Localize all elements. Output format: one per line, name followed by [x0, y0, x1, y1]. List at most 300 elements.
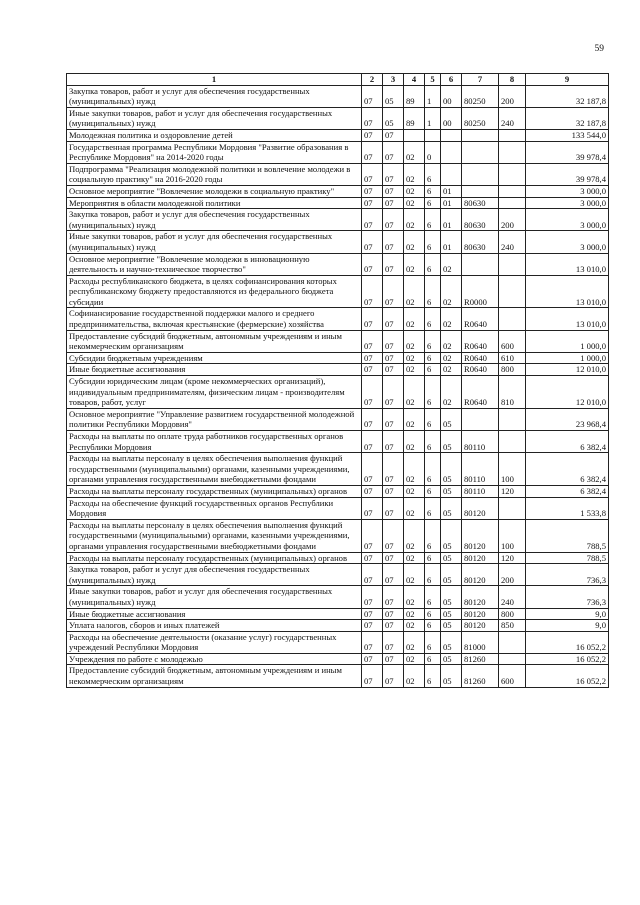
- column-header: 6: [441, 74, 462, 86]
- section-code-cell: 07: [362, 141, 383, 163]
- direction-code-cell: 80630: [462, 209, 499, 231]
- expense-type-cell: 100: [499, 453, 526, 486]
- subprogram-code-cell: 6: [425, 620, 441, 632]
- table-row: [67, 253, 609, 275]
- subprogram-code-cell: 6: [425, 364, 441, 376]
- section-code-cell: 07: [362, 209, 383, 231]
- program-code-cell: 02: [404, 665, 425, 687]
- subsection-code-cell: 07: [383, 231, 404, 253]
- section-code-cell: 07: [362, 431, 383, 453]
- expense-type-cell: [499, 275, 526, 308]
- activity-code-cell: 02: [441, 364, 462, 376]
- table-row: [67, 352, 609, 364]
- section-code-cell: 07: [362, 107, 383, 129]
- table-row: [67, 519, 609, 552]
- subsection-code-cell: 07: [383, 275, 404, 308]
- program-code-cell: 02: [404, 497, 425, 519]
- section-code-cell: 07: [362, 631, 383, 653]
- subprogram-code-cell: 6: [425, 376, 441, 409]
- subsection-code-cell: 07: [383, 564, 404, 586]
- subprogram-code-cell: 6: [425, 497, 441, 519]
- activity-code-cell: [441, 141, 462, 163]
- subprogram-code-cell: 6: [425, 163, 441, 185]
- row-name-cell: Предоставление субсидий бюджетным, автономным учреждениям и иным некоммерческим организациям: [67, 330, 362, 352]
- amount-cell: 9,0: [526, 620, 609, 632]
- subsection-code-cell: 07: [383, 631, 404, 653]
- expense-type-cell: [499, 431, 526, 453]
- program-code-cell: 02: [404, 620, 425, 632]
- expense-type-cell: 240: [499, 107, 526, 129]
- page-number: 59: [594, 44, 604, 54]
- table-row: [67, 231, 609, 253]
- activity-code-cell: 00: [441, 107, 462, 129]
- row-name-cell: Мероприятия в области молодежной политики: [67, 197, 362, 209]
- subprogram-code-cell: 1: [425, 107, 441, 129]
- activity-code-cell: [441, 163, 462, 185]
- activity-code-cell: 05: [441, 653, 462, 665]
- direction-code-cell: 81000: [462, 631, 499, 653]
- subsection-code-cell: 07: [383, 253, 404, 275]
- activity-code-cell: 02: [441, 275, 462, 308]
- program-code-cell: 02: [404, 330, 425, 352]
- row-name-cell: Основное мероприятие "Управление развитием государственной молодежной политики Республики Мордовия": [67, 408, 362, 430]
- activity-code-cell: 05: [441, 431, 462, 453]
- subprogram-code-cell: 6: [425, 209, 441, 231]
- amount-cell: 32 187,8: [526, 85, 609, 107]
- subprogram-code-cell: 6: [425, 408, 441, 430]
- subprogram-code-cell: [425, 129, 441, 141]
- amount-cell: 9,0: [526, 608, 609, 620]
- section-code-cell: 07: [362, 129, 383, 141]
- amount-cell: 788,5: [526, 552, 609, 564]
- program-code-cell: 02: [404, 586, 425, 608]
- program-code-cell: [404, 129, 425, 141]
- subsection-code-cell: 07: [383, 485, 404, 497]
- expense-type-cell: 610: [499, 352, 526, 364]
- expense-type-cell: 600: [499, 665, 526, 687]
- subsection-code-cell: 07: [383, 653, 404, 665]
- activity-code-cell: 02: [441, 376, 462, 409]
- activity-code-cell: 02: [441, 308, 462, 330]
- program-code-cell: 02: [404, 485, 425, 497]
- subprogram-code-cell: 6: [425, 665, 441, 687]
- table-row: [67, 275, 609, 308]
- direction-code-cell: [462, 163, 499, 185]
- activity-code-cell: 05: [441, 564, 462, 586]
- subsection-code-cell: 07: [383, 376, 404, 409]
- subprogram-code-cell: 6: [425, 231, 441, 253]
- direction-code-cell: [462, 253, 499, 275]
- row-name-cell: Уплата налогов, сборов и иных платежей: [67, 620, 362, 632]
- section-code-cell: 07: [362, 497, 383, 519]
- expense-type-cell: [499, 653, 526, 665]
- table-row: [67, 485, 609, 497]
- direction-code-cell: R0640: [462, 364, 499, 376]
- section-code-cell: 07: [362, 453, 383, 486]
- row-name-cell: Иные закупки товаров, работ и услуг для обеспечения государственных (муниципальных) нужд: [67, 231, 362, 253]
- row-name-cell: Закупка товаров, работ и услуг для обеспечения государственных (муниципальных) нужд: [67, 209, 362, 231]
- subprogram-code-cell: 6: [425, 352, 441, 364]
- column-header: 9: [526, 74, 609, 86]
- amount-cell: 13 010,0: [526, 308, 609, 330]
- direction-code-cell: R0640: [462, 308, 499, 330]
- amount-cell: 3 000,0: [526, 197, 609, 209]
- row-name-cell: Субсидии юридическим лицам (кроме некоммерческих организаций), индивидуальным предпринимателям, физическим лицам - производителям товаров, работ, услуг: [67, 376, 362, 409]
- section-code-cell: 07: [362, 197, 383, 209]
- expense-type-cell: 120: [499, 552, 526, 564]
- table-row: [67, 107, 609, 129]
- direction-code-cell: 80250: [462, 107, 499, 129]
- section-code-cell: 07: [362, 552, 383, 564]
- subsection-code-cell: 05: [383, 107, 404, 129]
- subsection-code-cell: 07: [383, 408, 404, 430]
- direction-code-cell: 80120: [462, 519, 499, 552]
- subprogram-code-cell: 6: [425, 453, 441, 486]
- section-code-cell: 07: [362, 352, 383, 364]
- expense-type-cell: 240: [499, 586, 526, 608]
- expense-type-cell: [499, 408, 526, 430]
- amount-cell: 1 000,0: [526, 330, 609, 352]
- subprogram-code-cell: 6: [425, 519, 441, 552]
- section-code-cell: 07: [362, 665, 383, 687]
- direction-code-cell: 80120: [462, 564, 499, 586]
- amount-cell: 23 968,4: [526, 408, 609, 430]
- amount-cell: 39 978,4: [526, 163, 609, 185]
- activity-code-cell: 05: [441, 586, 462, 608]
- row-name-cell: Иные закупки товаров, работ и услуг для обеспечения государственных (муниципальных) нужд: [67, 107, 362, 129]
- row-name-cell: Предоставление субсидий бюджетным, автономным учреждениям и иным некоммерческим организациям: [67, 665, 362, 687]
- expense-type-cell: [499, 141, 526, 163]
- subprogram-code-cell: 6: [425, 552, 441, 564]
- table-row: [67, 453, 609, 486]
- activity-code-cell: 01: [441, 197, 462, 209]
- amount-cell: 3 000,0: [526, 231, 609, 253]
- subsection-code-cell: 07: [383, 185, 404, 197]
- program-code-cell: 02: [404, 608, 425, 620]
- program-code-cell: 02: [404, 352, 425, 364]
- subsection-code-cell: 07: [383, 197, 404, 209]
- amount-cell: 39 978,4: [526, 141, 609, 163]
- direction-code-cell: 81260: [462, 665, 499, 687]
- direction-code-cell: 80110: [462, 485, 499, 497]
- table-row: [67, 608, 609, 620]
- activity-code-cell: 02: [441, 352, 462, 364]
- activity-code-cell: 01: [441, 231, 462, 253]
- subprogram-code-cell: 6: [425, 586, 441, 608]
- expense-type-cell: 600: [499, 330, 526, 352]
- subsection-code-cell: 07: [383, 141, 404, 163]
- subprogram-code-cell: 6: [425, 308, 441, 330]
- direction-code-cell: [462, 185, 499, 197]
- direction-code-cell: R0000: [462, 275, 499, 308]
- table-row: [67, 185, 609, 197]
- table-row: [67, 586, 609, 608]
- table-row: [67, 163, 609, 185]
- expense-type-cell: [499, 185, 526, 197]
- section-code-cell: 07: [362, 185, 383, 197]
- direction-code-cell: 80120: [462, 586, 499, 608]
- program-code-cell: 02: [404, 431, 425, 453]
- amount-cell: 6 382,4: [526, 453, 609, 486]
- activity-code-cell: 02: [441, 253, 462, 275]
- direction-code-cell: 80120: [462, 620, 499, 632]
- table-row: [67, 376, 609, 409]
- subsection-code-cell: 07: [383, 453, 404, 486]
- subprogram-code-cell: 6: [425, 197, 441, 209]
- section-code-cell: 07: [362, 608, 383, 620]
- activity-code-cell: 05: [441, 665, 462, 687]
- row-name-cell: Закупка товаров, работ и услуг для обеспечения государственных (муниципальных) нужд: [67, 564, 362, 586]
- direction-code-cell: 80250: [462, 85, 499, 107]
- expense-type-cell: [499, 497, 526, 519]
- section-code-cell: 07: [362, 231, 383, 253]
- column-header: 4: [404, 74, 425, 86]
- section-code-cell: 07: [362, 586, 383, 608]
- table-row: [67, 631, 609, 653]
- row-name-cell: Расходы на обеспечение деятельности (оказание услуг) государственных учреждений Республики Мордовия: [67, 631, 362, 653]
- amount-cell: 16 052,2: [526, 653, 609, 665]
- table-row: [67, 197, 609, 209]
- direction-code-cell: 80630: [462, 197, 499, 209]
- subsection-code-cell: 05: [383, 85, 404, 107]
- amount-cell: 13 010,0: [526, 275, 609, 308]
- section-code-cell: 07: [362, 485, 383, 497]
- direction-code-cell: 80630: [462, 231, 499, 253]
- table-body: [67, 85, 609, 687]
- table-row: [67, 364, 609, 376]
- direction-code-cell: R0640: [462, 330, 499, 352]
- program-code-cell: 02: [404, 364, 425, 376]
- row-name-cell: Подпрограмма "Реализация молодежной политики и вовлечение молодежи в социальную практику" на 2016-2020 годы: [67, 163, 362, 185]
- row-name-cell: Расходы на обеспечение функций государственных органов Республики Мордовия: [67, 497, 362, 519]
- row-name-cell: Государственная программа Республики Мордовия "Развитие образования в Республике Мордовия" на 2014-2020 годы: [67, 141, 362, 163]
- section-code-cell: 07: [362, 620, 383, 632]
- row-name-cell: Молодежная политика и оздоровление детей: [67, 129, 362, 141]
- program-code-cell: 02: [404, 453, 425, 486]
- activity-code-cell: 05: [441, 631, 462, 653]
- subsection-code-cell: 07: [383, 129, 404, 141]
- amount-cell: 133 544,0: [526, 129, 609, 141]
- program-code-cell: 02: [404, 275, 425, 308]
- expense-type-cell: 120: [499, 485, 526, 497]
- expense-type-cell: 100: [499, 519, 526, 552]
- subprogram-code-cell: 6: [425, 653, 441, 665]
- expense-type-cell: [499, 308, 526, 330]
- subsection-code-cell: 07: [383, 330, 404, 352]
- section-code-cell: 07: [362, 253, 383, 275]
- expense-type-cell: [499, 197, 526, 209]
- amount-cell: 6 382,4: [526, 431, 609, 453]
- subsection-code-cell: 07: [383, 519, 404, 552]
- subsection-code-cell: 07: [383, 431, 404, 453]
- activity-code-cell: 05: [441, 485, 462, 497]
- program-code-cell: 02: [404, 253, 425, 275]
- row-name-cell: Иные бюджетные ассигнования: [67, 608, 362, 620]
- row-name-cell: Расходы республиканского бюджета, в целях софинансирования которых республиканскому бюджету предоставляются из федерального бюджета субсидии: [67, 275, 362, 308]
- direction-code-cell: 81260: [462, 653, 499, 665]
- program-code-cell: 02: [404, 209, 425, 231]
- program-code-cell: 02: [404, 653, 425, 665]
- direction-code-cell: 80120: [462, 552, 499, 564]
- program-code-cell: 02: [404, 631, 425, 653]
- program-code-cell: 02: [404, 197, 425, 209]
- table-row: [67, 431, 609, 453]
- activity-code-cell: 05: [441, 620, 462, 632]
- activity-code-cell: 05: [441, 408, 462, 430]
- expense-type-cell: [499, 163, 526, 185]
- column-header: 5: [425, 74, 441, 86]
- table-row: [67, 141, 609, 163]
- row-name-cell: Закупка товаров, работ и услуг для обеспечения государственных (муниципальных) нужд: [67, 85, 362, 107]
- table-row: [67, 85, 609, 107]
- program-code-cell: 02: [404, 552, 425, 564]
- amount-cell: 788,5: [526, 519, 609, 552]
- subprogram-code-cell: 1: [425, 85, 441, 107]
- section-code-cell: 07: [362, 653, 383, 665]
- amount-cell: 1 000,0: [526, 352, 609, 364]
- subsection-code-cell: 07: [383, 352, 404, 364]
- direction-code-cell: [462, 129, 499, 141]
- subsection-code-cell: 07: [383, 665, 404, 687]
- amount-cell: 32 187,8: [526, 107, 609, 129]
- amount-cell: 3 000,0: [526, 209, 609, 231]
- row-name-cell: Расходы на выплаты по оплате труда работников государственных органов Республики Мордовия: [67, 431, 362, 453]
- subprogram-code-cell: 6: [425, 631, 441, 653]
- program-code-cell: 89: [404, 107, 425, 129]
- subsection-code-cell: 07: [383, 552, 404, 564]
- section-code-cell: 07: [362, 564, 383, 586]
- table-row: [67, 665, 609, 687]
- table-row: [67, 330, 609, 352]
- activity-code-cell: 02: [441, 330, 462, 352]
- program-code-cell: 02: [404, 376, 425, 409]
- amount-cell: 16 052,2: [526, 665, 609, 687]
- direction-code-cell: 80110: [462, 453, 499, 486]
- subprogram-code-cell: 6: [425, 185, 441, 197]
- table-row: [67, 408, 609, 430]
- amount-cell: 12 010,0: [526, 376, 609, 409]
- table-header-row: [67, 74, 609, 86]
- subsection-code-cell: 07: [383, 209, 404, 231]
- section-code-cell: 07: [362, 308, 383, 330]
- expense-type-cell: 200: [499, 85, 526, 107]
- program-code-cell: 89: [404, 85, 425, 107]
- column-header: 2: [362, 74, 383, 86]
- program-code-cell: 02: [404, 231, 425, 253]
- activity-code-cell: 01: [441, 209, 462, 231]
- column-header: 1: [67, 74, 362, 86]
- subsection-code-cell: 07: [383, 586, 404, 608]
- subsection-code-cell: 07: [383, 497, 404, 519]
- section-code-cell: 07: [362, 519, 383, 552]
- table-row: [67, 308, 609, 330]
- subprogram-code-cell: 6: [425, 564, 441, 586]
- section-code-cell: 07: [362, 85, 383, 107]
- row-name-cell: Расходы на выплаты персоналу в целях обеспечения выполнения функций государственными (муниципальными) органами, казенными учреждениями, органами управления государственными внебюджетными фондами: [67, 519, 362, 552]
- amount-cell: 736,3: [526, 564, 609, 586]
- row-name-cell: Иные закупки товаров, работ и услуг для обеспечения государственных (муниципальных) нужд: [67, 586, 362, 608]
- amount-cell: 736,3: [526, 586, 609, 608]
- amount-cell: 6 382,4: [526, 485, 609, 497]
- row-name-cell: Софинансирование государственной поддержки малого и среднего предпринимательства, включая крестьянские (фермерские) хозяйства: [67, 308, 362, 330]
- row-name-cell: Субсидии бюджетным учреждениям: [67, 352, 362, 364]
- activity-code-cell: 00: [441, 85, 462, 107]
- table-row: [67, 620, 609, 632]
- expense-type-cell: 850: [499, 620, 526, 632]
- row-name-cell: Расходы на выплаты персоналу в целях обеспечения выполнения функций государственными (муниципальными) органами, казенными учреждениями, органами управления государственными внебюджетными фондами: [67, 453, 362, 486]
- table-row: [67, 497, 609, 519]
- program-code-cell: 02: [404, 141, 425, 163]
- program-code-cell: 02: [404, 308, 425, 330]
- column-header: 3: [383, 74, 404, 86]
- direction-code-cell: 80120: [462, 608, 499, 620]
- program-code-cell: 02: [404, 163, 425, 185]
- subsection-code-cell: 07: [383, 608, 404, 620]
- row-name-cell: Расходы на выплаты персоналу государственных (муниципальных) органов: [67, 485, 362, 497]
- program-code-cell: 02: [404, 564, 425, 586]
- activity-code-cell: [441, 129, 462, 141]
- subsection-code-cell: 07: [383, 620, 404, 632]
- column-header: 7: [462, 74, 499, 86]
- expense-type-cell: 800: [499, 364, 526, 376]
- activity-code-cell: 01: [441, 185, 462, 197]
- direction-code-cell: R0640: [462, 376, 499, 409]
- direction-code-cell: [462, 141, 499, 163]
- program-code-cell: 02: [404, 408, 425, 430]
- expense-type-cell: 810: [499, 376, 526, 409]
- program-code-cell: 02: [404, 519, 425, 552]
- direction-code-cell: [462, 408, 499, 430]
- activity-code-cell: 05: [441, 453, 462, 486]
- subprogram-code-cell: 6: [425, 275, 441, 308]
- row-name-cell: Учреждения по работе с молодежью: [67, 653, 362, 665]
- expense-type-cell: [499, 631, 526, 653]
- subsection-code-cell: 07: [383, 364, 404, 376]
- row-name-cell: Расходы на выплаты персоналу государственных (муниципальных) органов: [67, 552, 362, 564]
- table-row: [67, 653, 609, 665]
- program-code-cell: 02: [404, 185, 425, 197]
- table-row: [67, 564, 609, 586]
- section-code-cell: 07: [362, 376, 383, 409]
- subprogram-code-cell: 6: [425, 431, 441, 453]
- subprogram-code-cell: 6: [425, 253, 441, 275]
- section-code-cell: 07: [362, 330, 383, 352]
- direction-code-cell: 80120: [462, 497, 499, 519]
- subsection-code-cell: 07: [383, 163, 404, 185]
- activity-code-cell: 05: [441, 608, 462, 620]
- direction-code-cell: R0640: [462, 352, 499, 364]
- amount-cell: 3 000,0: [526, 185, 609, 197]
- activity-code-cell: 05: [441, 552, 462, 564]
- expense-type-cell: [499, 253, 526, 275]
- amount-cell: 16 052,2: [526, 631, 609, 653]
- table-row: [67, 209, 609, 231]
- subprogram-code-cell: 6: [425, 330, 441, 352]
- table-row: [67, 129, 609, 141]
- row-name-cell: Основное мероприятие "Вовлечение молодежи в инновационную деятельность и научно-техническое творчество": [67, 253, 362, 275]
- amount-cell: 13 010,0: [526, 253, 609, 275]
- expense-type-cell: 200: [499, 564, 526, 586]
- section-code-cell: 07: [362, 364, 383, 376]
- section-code-cell: 07: [362, 408, 383, 430]
- row-name-cell: Иные бюджетные ассигнования: [67, 364, 362, 376]
- subprogram-code-cell: 6: [425, 608, 441, 620]
- amount-cell: 1 533,8: [526, 497, 609, 519]
- section-code-cell: 07: [362, 163, 383, 185]
- subsection-code-cell: 07: [383, 308, 404, 330]
- expense-type-cell: 800: [499, 608, 526, 620]
- column-header: 8: [499, 74, 526, 86]
